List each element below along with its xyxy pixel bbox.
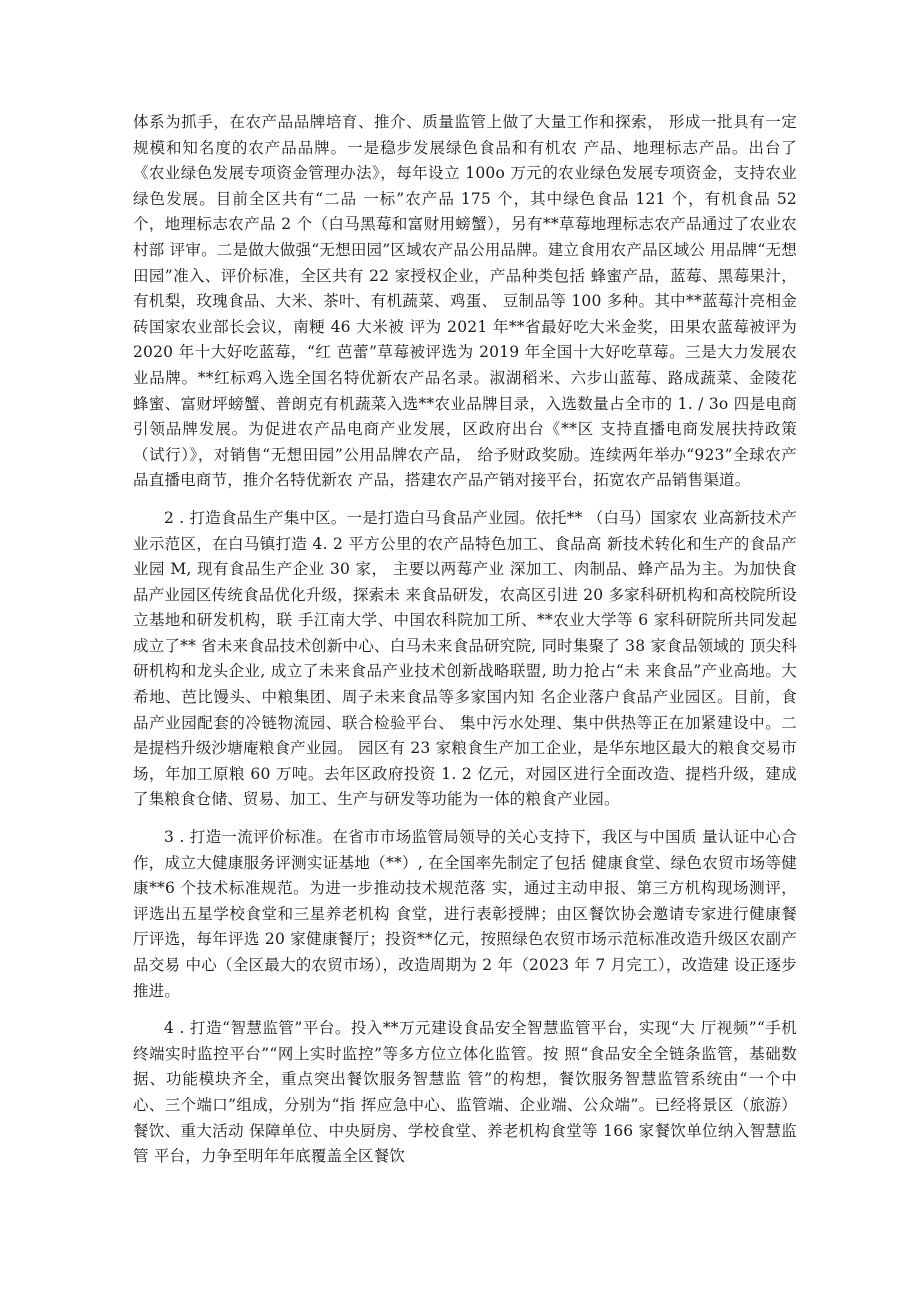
document-body [133, 110, 797, 1182]
paragraph-evaluation-standards: 3 . 打造一流评价标准。在省市市场监管局领导的关心支持下，我区与中国质 量认证中心合作，成立大健康服务评测实证基地（**）, 在全国率先制定了包括 健康食堂、绿色农贸市场等健康**6 个技术标准规范。为进一步推动技术规范落 实，通过主动申报、第三方机构现场测评，评选出五星学校食堂和三星养老机构 食堂，进行表彰授牌；由区餐饮协会邀请专家进行健康餐厅评选，每年评选 20 家健康餐厅；投资**亿元，按照绿色农贸市场示范标准改造升级区农副产品交易 中心（全区最大的农贸市场），改造周期为 2 年（2023 年 7 月完工），改造建 设正逐步推进。 [133, 828, 797, 1000]
paragraph-smart-supervision: 4 . 打造“智慧监管”平台。投入**万元建设食品安全智慧监管平台，实现“大 厅视频”“手机终端实时监控平台”“网上实时监控”等多方位立体化监管。按 照“食品安全全链条监管，基础数据、功能模块齐全，重点突出餐饮服务智慧监 管”的构想，餐饮服务智慧监管系统由“一个中心、三个端口”组成，分别为“指 挥应急中心、监管端、企业端、公众端”。已经将景区（旅游）餐饮、重大活动 保障单位、中央厨房、学校食堂、养老机构食堂等 166 家餐饮单位纳入智慧监管 平台，力争至明年年底覆盖全区餐饮 [133, 1019, 797, 1166]
paragraph-brand-building: 体系为抓手，在农产品品牌培育、推介、质量监管上做了大量工作和探索， 形成一批具有一定规模和知名度的农产品品牌。一是稳步发展绿色食品和有机农 产品、地理标志产品。出台了《农业绿色发展专项资金管理办法》，每年设立 100o 万元的农业绿色发展专项资金，支持农业绿色发展。目前全区共有“二品 一标”农产品 175 个，其中绿色食品 121 个，有机食品 52 个，地理标志农产品 2 个（白马黑莓和富财用螃蟹），另有**草莓地理标志农产品通过了农业农村部 评审。二是做大做强“无想田园”区域农产品公用品牌。建立食用农产品区域公 用品牌“无想田园”准入、评价标准，全区共有 22 家授权企业，产品种类包括 蜂蜜产品，蓝莓、黑莓果汁，有机梨，玫瑰食品、大米、茶叶、有机蔬菜、鸡蛋、 豆制品等 100 多种。其中**蓝莓汁亮相金砖国家农业部长会议，南粳 46 大米被 评为 2021 年**省最好吃大米金奖，田果农蓝莓被评为 2020 年十大好吃蓝莓，“红 芭蕾”草莓被评选为 2019 年全国十大好吃草莓。三是大力发展农业品牌。**红标鸡入选全国名特优新农产品名录。淑湖稻米、六步山蓝莓、路成蔬菜、金陵花 蜂蜜、富财坪螃蟹、普朗克有机蔬菜入选**农业品牌目录，入选数量占全市的 1. / 3o 四是电商引领品牌发展。为促进农产品电商产业发展，区政府出台《**区 支持直播电商发展扶持政策（试行）》，对销售“无想田园”公用品牌农产品， 给予财政奖励。连续两年举办“923”全球农产品直播电商节，推介名特优新农 产品，搭建农产品产销对接平台，拓宽农产品销售渠道。 [133, 113, 797, 490]
paragraph-food-production-zone: 2 . 打造食品生产集中区。一是打造白马食品产业园。依托** （白马）国家农 业高新技术产业示范区，在白马镇打造 4. 2 平方公里的农产品特色加工、食品高 新技术转化和生产的食品产业园 M, 现有食品生产企业 30 家， 主要以两莓产业 深加工、肉制品、蜂产品为主。为加快食品产业园区传统食品优化升级，探索未 来食品研发，农高区引进 20 多家科研机构和高校院所设立基地和研发机构，联 手江南大学、中国农科院加工所、**农业大学等 6 家科研院所共同发起成立了** 省未来食品技术创新中心、白马未来食品研究院, 同时集聚了 38 家食品领域的 顶尖科研机构和龙头企业, 成立了未来食品产业技术创新战略联盟, 助力抢占“未 来食品”产业高地。大希地、芭比馒头、中粮集团、周子未来食品等多家国内知 名企业落户食品产业园区。目前，食品产业园配套的冷链物流园、联合检验平台、 集中污水处理、集中供热等正在加紧建设中。二是提档升级沙塘庵粮食产业园。 园区有 23 家粮食生产加工企业，是华东地区最大的粮食交易市场，年加工原粮 60 万吨。去年区政府投资 1. 2 亿元，对园区进行全面改造、提档升级，建成了集粮食仓储、贸易、加工、生产与研发等功能为一体的粮食产业园。 [133, 508, 797, 809]
